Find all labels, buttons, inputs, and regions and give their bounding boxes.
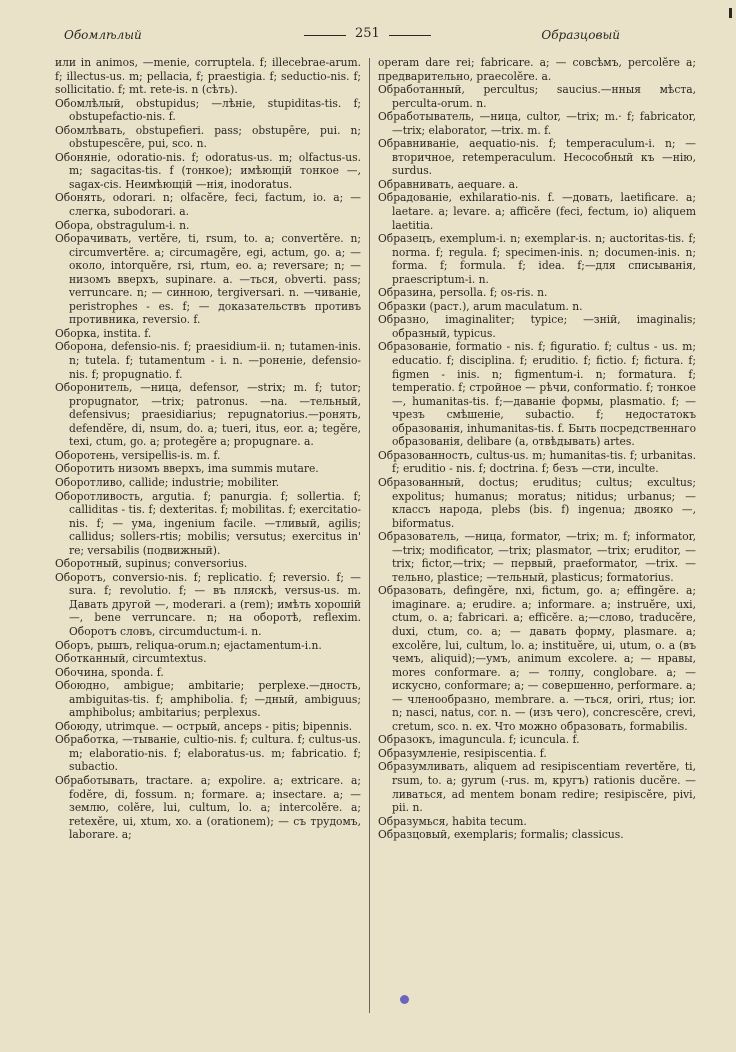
dictionary-entry: Образовать, defingĕre, nxi, fictum, go. a; effingĕre. a; imaginare. a; erudire. a; informare. a; instruĕre, uxi, ctum, o. a; fabricari. a; efficĕre. a;—слово, traducĕre, duxi, ctum, co. a; — давать форму, plasmare. a; excolĕre, lui, cultum, lo. a; instituĕre, ui, utum, o. a (въ чемъ, aliquid);—умъ, animum excolere. a; — нравы, mores conformare. a; — толпу, conglobare. a; — искусно, conformare; a; — совершенно, performare. a; — членообразно, membrare. a. —ться, oriri, rtus; ior. n; nasci, natus, cor. n. — (изъ чего), concrescĕre, crevi, cretum, sco. n. ex. Что можно образовать, formabilis. xyxy=(378,584,696,733)
dictionary-entry: Обработыватель, —ница, cultor, —trix; m.· f; fabricator, —trix; elaborator, —trix. m. f. xyxy=(378,110,696,137)
dictionary-entry: Оборъ, рышъ, reliqua-orum.n; ejactamentum-i.n. xyxy=(55,638,322,652)
dictionary-entry: Оборотить низомъ вверхъ, ima summis mutare. xyxy=(55,462,319,476)
dictionary-entry: Обравнивать, aequare. a. xyxy=(378,177,519,191)
header-right-guideword: Образцовый xyxy=(541,28,620,42)
dictionary-entry: или in animos, —menie, corruptela. f; illecebrae-arum. f; illectus-us. m; pellacia, f; praestigia. f; seductio-nis. f; sollicitatio. f; mt. rete-is. n (сѣть). xyxy=(55,56,361,97)
ink-dot xyxy=(400,995,409,1004)
dictionary-entry: Оборотный, supinus; conversorius. xyxy=(55,557,248,571)
page-corner-mark xyxy=(729,8,732,18)
dictionary-entry: Образумленіе, resipiscentia. f. xyxy=(378,746,547,760)
dictionary-entry: Обомлѣлый, obstupidus; —лѣніе, stupiditas-tis. f; obstupefactio-nis. f. xyxy=(55,96,361,124)
dictionary-entry: Образумься, habita tecum. xyxy=(378,814,527,828)
dictionary-entry: Обрадованіе, exhilaratio-nis. f. —довать, laetificare. a; laetare. a; levare. a; afficĕre (feci, fectum, io) aliquem laetitia. xyxy=(378,191,696,232)
dictionary-entry: Оборотливо, callide; industrie; mobiliter. xyxy=(55,475,280,489)
right-column xyxy=(378,56,696,842)
dictionary-entry: Обора, obstragulum-i. n. xyxy=(55,218,190,232)
left-column xyxy=(55,56,361,842)
dictionary-entry: Оборотень, versipellis-is. m. f. xyxy=(55,448,221,462)
dictionary-entry: Образованный, doctus; eruditus; cultus; excultus; expolitus; humanus; moratus; nitidus; urbanus; — классъ народа, plebs (bis. f) ingenua; двояко —, biformatus. xyxy=(378,475,696,530)
dictionary-entry: operam dare rei; fabricare. a; — совсѣмъ, percolĕre a; предварительно, praecolĕre. a. xyxy=(378,56,696,83)
dictionary-entry: Обомлѣвать, obstupefieri. pass; obstupēre, pui. n; obstupescēre, pui, sco. n. xyxy=(55,123,361,151)
header-left-guideword: Обомлѣлый xyxy=(64,28,142,42)
dictionary-entry: Обоюду, utrimque. — острый, anceps - pitis; bipennis. xyxy=(55,719,353,733)
dictionary-entry: Обоняніе, odoratio-nis. f; odoratus-us. m; olfactus-us. m; sagacitas-tis. f (тонкое); имѣющій тонкое —, sagax-cis. Неимѣющій —нія, inodoratus. xyxy=(55,150,361,191)
dictionary-entry: Обонять, odorari. n; olfacĕre, feci, factum, io. a; — слегка, subodorari. a. xyxy=(55,191,361,219)
dictionary-entry: Образина, persolla. f; os-ris. n. xyxy=(378,286,548,300)
dictionary-entry: Оборона, defensio-nis. f; praesidium-ii. n; tutamen-inis. n; tutela. f; tutamentum - i. n. —роненіе, defensio-nis. f; propugnatio. f. xyxy=(55,340,361,381)
dictionary-entry: Оборотъ, conversio-nis. f; replicatio. f; reversio. f; — sura. f; revolutio. f; — въ пляскѣ, versus-us. m. Давать другой —, moderari. a (rem); имѣть хорошій —, bene verruncare. n; на оборотѣ, reflexim. Оборотъ словъ, circumductum-i. n. xyxy=(55,570,361,638)
dictionary-entry: Образно, imaginaliter; typice; —зній, imaginalis; образный, typicus. xyxy=(378,313,696,340)
dictionary-entry: Обработанный, percultus; saucius.—нныя мѣста, perculta-orum. n. xyxy=(378,83,696,110)
dictionary-entry: Образователь, —ница, formator, —trix; m. f; informator, —trix; modificator, —trix; plasmator, —trix; eruditor, —trix; fictor,—trix; — первый, praeformator, —trix. —тельно, plastice; —тельный, plasticus; formatorius. xyxy=(378,530,696,584)
dictionary-entry: Оборонитель, —ница, defensor, —strix; m. f; tutor; propugnator, —trix; patronus. —na. —тельный, defensivus; praesidiarius; repugnatorius.—ронять, defendĕre, di, nsum, do. a; tueri, itus, eor. a; tegĕre, texi, ctum, go. a; protegĕre a; propugnare. a. xyxy=(55,381,361,449)
dictionary-entry: Образки (раст.), arum maculatum. n. xyxy=(378,299,583,313)
dictionary-entry: Обработка, —тываніе, cultio-nis. f; cultura. f; cultus-us. m; elaboratio-nis. f; elaboratus-us. m; fabricatio. f; subactio. xyxy=(55,733,361,774)
dictionary-entry: Обравниваніе, aequatio-nis. f; temperaculum-i. n; — вторичное, retemperaculum. Несособный къ —нію, surdus. xyxy=(378,137,696,178)
dictionary-entry: Образованность, cultus-us. m; humanitas-tis. f; urbanitas. f; eruditio - nis. f; doctrina. f; безъ —сти, inculte. xyxy=(378,448,696,476)
dictionary-entry: Оборачивать, vertĕre, ti, rsum, to. a; convertĕre. n; circumvertĕre. a; circumagĕre, egi, actum, go. a; — около, intorquĕre, rsi, rtum, eo. a; reversare; n; — низомъ вверхъ, supinare. a. —ться, obverti. pass; verruncare. n; — синною, tergiversari. n. —чиваніе, peristrophes - es. f; — доказательствъ противъ противника, reversio. f. xyxy=(55,232,361,327)
page-number: 251 xyxy=(355,26,380,41)
dictionary-entry: Обработывать, tractare. a; expolire. a; extricare. a; fodĕre, di, fossum. n; formare. a; insectare. a; — землю, colĕre, lui, cultum, lo. a; intercolĕre. a; retexĕre, ui, xtum, xo. a (orationem); — съ трудомъ, laborare. a; xyxy=(55,773,361,842)
dictionary-entry: Образумливать, aliquem ad resipiscentiam revertĕre, ti, rsum, to. a; gyrum (-rus. m, кругъ) rationis ducĕre. —ливаться, ad mentem bonam redire; resipiscĕre, pivi, pii. n. xyxy=(378,760,696,815)
dictionary-entry: Обочина, sponda. f. xyxy=(55,665,164,679)
dictionary-entry: Образцовый, exemplaris; formalis; classicus. xyxy=(378,828,624,842)
column-divider xyxy=(369,58,370,1013)
dictionary-entry: Образецъ, exemplum-i. n; exemplar-is. n; auctoritas-tis. f; norma. f; regula. f; specimen-inis. n; documen-inis. n; forma. f; formula. f; idea. f;—для списыванія, praescriptum-i. n. xyxy=(378,232,696,286)
dictionary-entry: Обоюдно, ambigue; ambitarie; perplexe.—дность, ambiguitas-tis. f; amphibolia. f; —дный, ambiguus; amphibolus; ambitarius; perplexus. xyxy=(55,679,361,720)
dictionary-entry: Оботканный, circumtextus. xyxy=(55,652,207,666)
dictionary-entry: Образокъ, imaguncula. f; icuncula. f. xyxy=(378,733,580,747)
page-header xyxy=(50,24,700,46)
dictionary-entry: Оборотливость, argutia. f; panurgia. f; sollertia. f; calliditas - tis. f; dexteritas. f; mobilitas. f; exercitatio-nis. f; — ума, ingenium facile. —тливый, agilis; callidus; sollers-rtis; mobilis; versutus; exercitus in' re; versabilis (подвижный). xyxy=(55,489,361,557)
dictionary-entry: Образованіе, formatio - nis. f; figuratio. f; cultus - us. m; educatio. f; disciplina. f; eruditio. f; fictio. f; fictura. f; figmen - inis. n; figmentum-i. n; formatura. f; temperatio. f; стройное — рѣчи, conformatio. f; тонкое —, humanitas-tis. f;—даваніе формы, plasmatio. f; — чрезъ смѣшеніе, subactio. f; недостатокъ образованія, inhumanitas-tis. f. Быть посредственнаго образованія, delibare (a, отвѣдывать) artes. xyxy=(378,340,696,449)
dictionary-entry: Оборка, instita. f. xyxy=(55,326,152,340)
